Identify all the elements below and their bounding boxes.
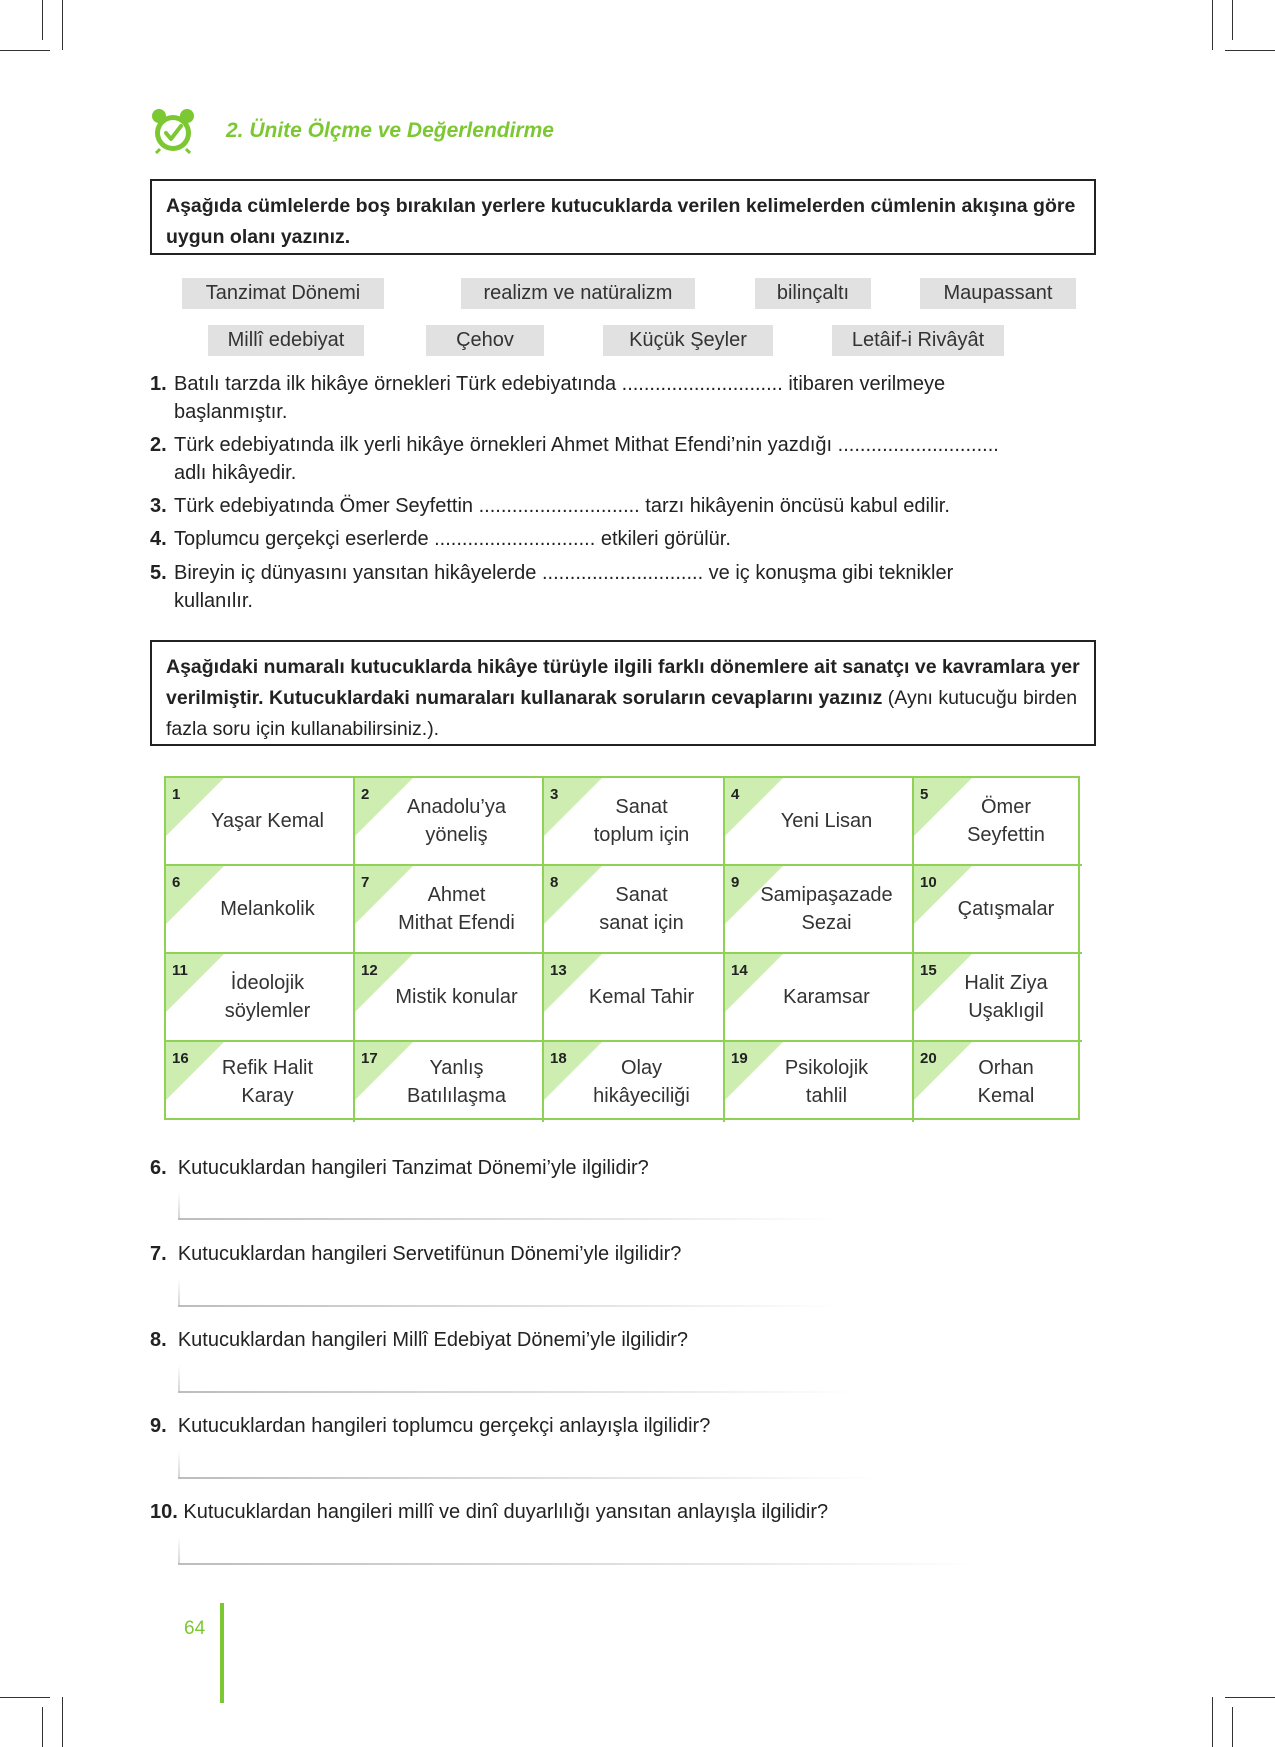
- instruction-text-note: (Aynı kutucuğu birden fazla soru için kullanabilirsiniz.).: [166, 687, 1078, 740]
- answer-question: [150, 1415, 710, 1438]
- cell-number: 7: [361, 874, 370, 891]
- cell-number: 16: [172, 1050, 189, 1067]
- cell-number: 19: [731, 1050, 748, 1067]
- answer-question: [150, 1243, 681, 1266]
- answer-line[interactable]: [178, 1391, 858, 1393]
- question-text: Türk edebiyatında ilk yerli hikâye örnekleri Ahmet Mithat Efendi’nin yazdığı .............................: [174, 434, 999, 456]
- fill-question: [150, 525, 1080, 553]
- question-text-cont: başlanmıştır.: [174, 401, 288, 423]
- fill-question: [150, 559, 1080, 615]
- word-chip: realizm ve natüralizm: [461, 278, 695, 309]
- grid-cell: [355, 778, 544, 866]
- grid-cell: [914, 778, 1082, 866]
- cell-text: Orhan Kemal: [977, 1057, 1035, 1107]
- cell-number: 3: [550, 786, 559, 803]
- fill-question: [150, 370, 1080, 426]
- word-chip: Maupassant: [920, 278, 1076, 309]
- cell-number: 12: [361, 962, 378, 979]
- question-text: Batılı tarzda ilk hikâye örnekleri Türk edebiyatında ............................. itibaren verilmeye: [174, 373, 946, 395]
- fill-question: [150, 492, 1080, 520]
- question-text: Toplumcu gerçekçi eserlerde ............................. etkileri görülür.: [174, 528, 731, 550]
- cell-text: Mistik konular: [395, 986, 518, 1008]
- answer-line[interactable]: [178, 1477, 878, 1479]
- question-number: 5.: [150, 562, 167, 584]
- grid-cell: [166, 954, 355, 1042]
- word-chip: Küçük Şeyler: [603, 325, 773, 356]
- cell-text: Sanat toplum için: [593, 796, 690, 846]
- answer-line[interactable]: [178, 1305, 838, 1307]
- question-number: 1.: [150, 373, 167, 395]
- grid-cell: [166, 778, 355, 866]
- question-number: 10.: [150, 1501, 178, 1523]
- question-number: 8.: [150, 1329, 167, 1351]
- grid-cell: [914, 1042, 1082, 1122]
- grid-cell: [725, 1042, 914, 1122]
- answer-line-edge: [178, 1537, 180, 1563]
- question-text: Kutucuklardan hangileri millî ve dinî duyarlılığı yansıtan anlayışla ilgilidir?: [183, 1501, 829, 1523]
- question-text: Bireyin iç dünyasını yansıtan hikâyelerde ............................. ve iç konuşma gibi teknikler: [174, 562, 954, 584]
- cell-text: Çatışmalar: [957, 898, 1055, 920]
- cell-number: 8: [550, 874, 559, 891]
- word-chip: Çehov: [426, 325, 544, 356]
- unit-header: [150, 108, 554, 154]
- page-number-bar: [220, 1603, 224, 1703]
- cell-number: 2: [361, 786, 370, 803]
- question-number: 6.: [150, 1157, 167, 1179]
- cell-number: 6: [172, 874, 181, 891]
- question-text: Kutucuklardan hangileri toplumcu gerçekçi anlayışla ilgilidir?: [177, 1415, 711, 1437]
- grid-cell: [725, 778, 914, 866]
- answer-question: [150, 1157, 649, 1180]
- instruction-text-bold: Aşağıdaki numaralı kutucuklarda hikâye türüyle ilgili farklı dönemlere ait sanatçı ve kavramlara yer verilmiştir. Kutucuklardaki numaraları kullanarak soruların cevaplarını yazınız: [166, 656, 1080, 709]
- grid-cell: [544, 1042, 725, 1122]
- grid-cell: [355, 954, 544, 1042]
- cell-text: Yaşar Kemal: [210, 810, 324, 832]
- cell-text: Anadolu’ya yöneliş: [407, 796, 506, 846]
- word-chip: bilinçaltı: [755, 278, 871, 309]
- answer-line-edge: [178, 1451, 180, 1477]
- cell-text: Ahmet Mithat Efendi: [398, 884, 515, 934]
- question-text: Kutucuklardan hangileri Millî Edebiyat Dönemi’yle ilgilidir?: [177, 1329, 689, 1351]
- cell-text: Ömer Seyfettin: [967, 796, 1045, 846]
- cell-text: İdeolojik söylemler: [224, 972, 311, 1022]
- page-title: 2. Ünite Ölçme ve Değerlendirme: [226, 119, 554, 142]
- answer-question: [150, 1501, 828, 1524]
- cell-text: Refik Halit Karay: [221, 1057, 314, 1107]
- answer-line-edge: [178, 1279, 180, 1305]
- cell-text: Psikolojik tahlil: [784, 1057, 869, 1107]
- question-text-cont: adlı hikâyedir.: [174, 462, 297, 484]
- instruction-box-2: [150, 640, 1096, 746]
- cell-number: 9: [731, 874, 740, 891]
- cell-text: Karamsar: [783, 986, 870, 1008]
- question-number: 7.: [150, 1243, 167, 1265]
- word-chip: Millî edebiyat: [208, 325, 364, 356]
- instruction-text: Aşağıda cümlelerde boş bırakılan yerlere kutucuklarda verilen kelimelerden cümlenin akışına göre uygun olanı yazınız.: [166, 195, 1076, 248]
- alarm-clock-icon: [150, 108, 196, 154]
- cell-number: 13: [550, 962, 567, 979]
- cell-number: 15: [920, 962, 937, 979]
- cell-number: 4: [731, 786, 740, 803]
- grid-cell: [544, 954, 725, 1042]
- cell-number: 17: [361, 1050, 378, 1067]
- grid-cell: [355, 1042, 544, 1122]
- grid-cell: [725, 866, 914, 954]
- fill-question: [150, 431, 1080, 487]
- word-chip: Tanzimat Dönemi: [182, 278, 384, 309]
- answer-line[interactable]: [178, 1563, 978, 1565]
- question-text: Türk edebiyatında Ömer Seyfettin ............................. tarzı hikâyenin öncüsü kabul edilir.: [174, 495, 950, 517]
- grid-cell: [355, 866, 544, 954]
- cell-text: Olay hikâyeciliği: [593, 1057, 690, 1107]
- cell-text: Yanlış Batılılaşma: [407, 1057, 506, 1107]
- numbered-box-grid: [164, 776, 1080, 1120]
- grid-cell: [544, 778, 725, 866]
- cell-text: Yeni Lisan: [780, 810, 873, 832]
- cell-number: 11: [172, 962, 188, 979]
- word-chip: Letâif-i Rivâyât: [832, 325, 1004, 356]
- cell-text: Melankolik: [220, 898, 315, 920]
- answer-line[interactable]: [178, 1218, 838, 1220]
- answer-question: [150, 1329, 688, 1352]
- cell-text: Halit Ziya Uşaklıgil: [964, 972, 1048, 1022]
- answer-line-edge: [178, 1192, 180, 1218]
- cell-number: 14: [731, 962, 748, 979]
- question-number: 4.: [150, 528, 167, 550]
- page-number: 64: [184, 1618, 206, 1639]
- question-text-cont: kullanılır.: [174, 590, 253, 612]
- cell-number: 20: [920, 1050, 937, 1067]
- instruction-box-1: [150, 179, 1096, 255]
- question-text: Kutucuklardan hangileri Servetifünun Dönemi’yle ilgilidir?: [177, 1243, 682, 1265]
- grid-cell: [914, 866, 1082, 954]
- question-number: 3.: [150, 495, 167, 517]
- cell-number: 5: [920, 786, 929, 803]
- cell-number: 1: [172, 786, 181, 803]
- cell-text: Sanat sanat için: [599, 884, 684, 934]
- grid-cell: [166, 866, 355, 954]
- question-text: Kutucuklardan hangileri Tanzimat Dönemi’yle ilgilidir?: [177, 1157, 649, 1179]
- cell-number: 10: [920, 874, 937, 891]
- grid-cell: [914, 954, 1082, 1042]
- cell-text: Kemal Tahir: [588, 986, 695, 1008]
- cell-number: 18: [550, 1050, 567, 1067]
- grid-cell: [166, 1042, 355, 1122]
- question-number: 2.: [150, 434, 167, 456]
- question-number: 9.: [150, 1415, 167, 1437]
- answer-line-edge: [178, 1365, 180, 1391]
- cell-text: Samipaşazade Sezai: [760, 884, 893, 934]
- grid-cell: [544, 866, 725, 954]
- grid-cell: [725, 954, 914, 1042]
